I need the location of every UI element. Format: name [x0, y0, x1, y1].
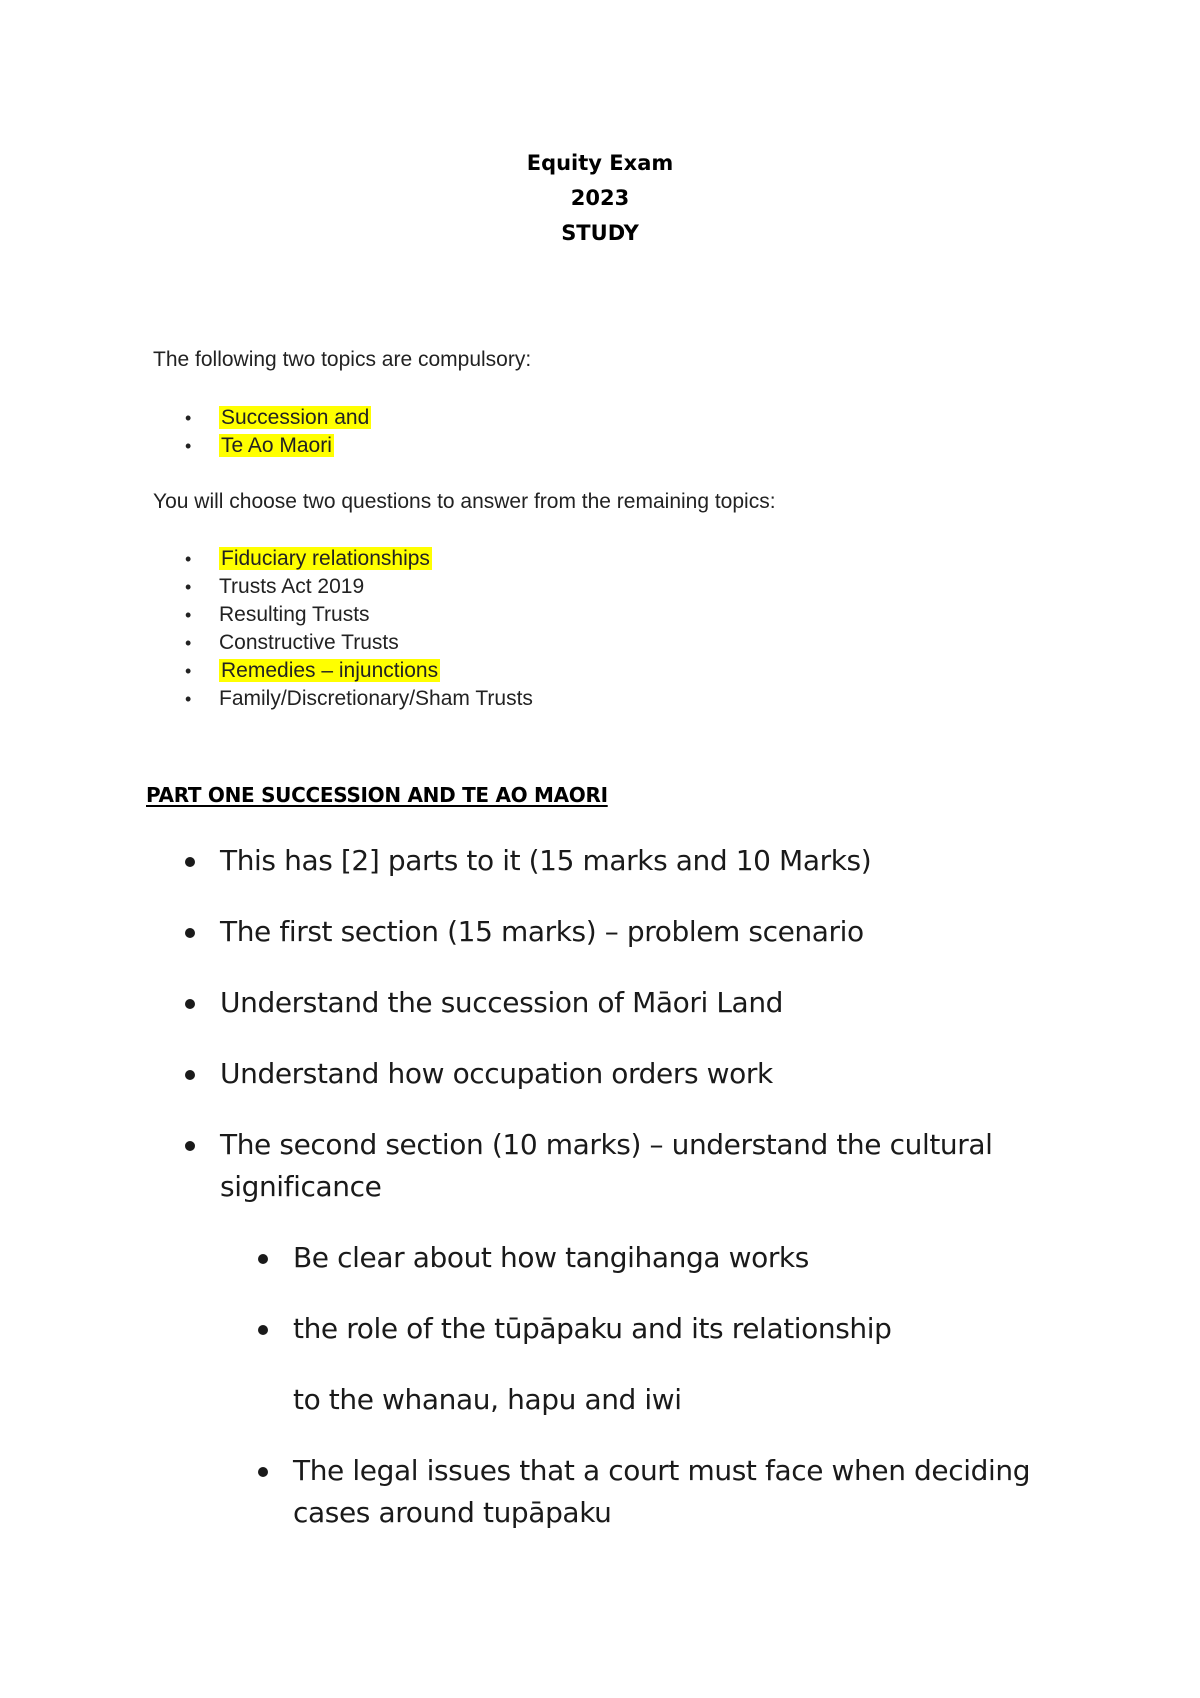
- bullet-icon: •: [185, 549, 192, 569]
- list-item: [185, 404, 371, 432]
- bullet-icon: •: [185, 689, 192, 709]
- cultural-sub-point-list: [258, 1237, 1068, 1350]
- optional-topic-list: [185, 545, 533, 713]
- bullet-icon: [185, 999, 195, 1009]
- compulsory-topic-te-ao-maori: Te Ao Maori: [221, 434, 332, 457]
- bullet-icon: •: [185, 408, 192, 428]
- list-item: [258, 1237, 1068, 1279]
- optional-topic-resulting-trusts: Resulting Trusts: [219, 603, 370, 626]
- list-item: [185, 911, 1065, 953]
- part-one-point-4: Understand how occupation orders work: [220, 1057, 773, 1090]
- optional-topic-remedies: Remedies – injunctions: [221, 659, 439, 682]
- compulsory-intro: The following two topics are compulsory:: [153, 348, 532, 371]
- bullet-icon: [185, 857, 195, 867]
- part-one-point-1: This has [2] parts to it (15 marks and 10 Marks): [220, 844, 872, 877]
- list-item: [185, 840, 1065, 882]
- compulsory-topic-succession: Succession and: [221, 406, 370, 429]
- sub-point-continuation: to the whanau, hapu and iwi: [293, 1383, 682, 1416]
- list-item: [185, 685, 533, 713]
- part-one-heading: PART ONE SUCCESSION AND TE AO MAORI: [146, 783, 608, 807]
- bullet-icon: [185, 1070, 195, 1080]
- list-item: [185, 1053, 1065, 1095]
- optional-topic-fiduciary: Fiduciary relationships: [221, 547, 430, 570]
- bullet-icon: [185, 928, 195, 938]
- bullet-icon: •: [185, 661, 192, 681]
- bullet-icon: •: [185, 436, 192, 456]
- bullet-icon: •: [185, 633, 192, 653]
- list-item: [258, 1450, 1068, 1534]
- bullet-icon: •: [185, 605, 192, 625]
- list-item: [185, 982, 1065, 1024]
- list-item: [185, 432, 371, 460]
- compulsory-topic-list: [185, 404, 371, 460]
- document-title: [0, 146, 1200, 251]
- list-item: [185, 1124, 1065, 1208]
- bullet-icon: •: [185, 577, 192, 597]
- bullet-icon: [258, 1325, 268, 1335]
- list-item: [185, 545, 533, 573]
- legal-issues-point-list: [258, 1450, 1068, 1534]
- bullet-icon: [258, 1254, 268, 1264]
- title-line-1: Equity Exam: [526, 151, 674, 175]
- list-item: [185, 601, 533, 629]
- title-line-2: 2023: [570, 186, 630, 210]
- list-item: [258, 1308, 1068, 1350]
- sub-point-tupapaku-role: the role of the tūpāpaku and its relationship: [293, 1312, 892, 1345]
- sub-point-legal-issues: The legal issues that a court must face when deciding cases around tupāpaku: [293, 1454, 1031, 1529]
- bullet-icon: [258, 1467, 268, 1477]
- list-item: [185, 629, 533, 657]
- part-one-point-5: The second section (10 marks) – understand the cultural significance: [220, 1128, 993, 1203]
- optional-topic-family-trusts: Family/Discretionary/Sham Trusts: [219, 687, 533, 710]
- sub-point-tangihanga: Be clear about how tangihanga works: [293, 1241, 809, 1274]
- part-one-point-2: The first section (15 marks) – problem scenario: [220, 915, 864, 948]
- optional-topic-trusts-act: Trusts Act 2019: [219, 575, 365, 598]
- optional-topic-constructive-trusts: Constructive Trusts: [219, 631, 399, 654]
- part-one-point-3: Understand the succession of Māori Land: [220, 986, 784, 1019]
- optional-intro: You will choose two questions to answer from the remaining topics:: [153, 490, 776, 513]
- list-item: [185, 657, 533, 685]
- list-item: [185, 573, 533, 601]
- bullet-icon: [185, 1141, 195, 1151]
- title-line-3: STUDY: [561, 221, 639, 245]
- part-one-point-list: [185, 840, 1065, 1208]
